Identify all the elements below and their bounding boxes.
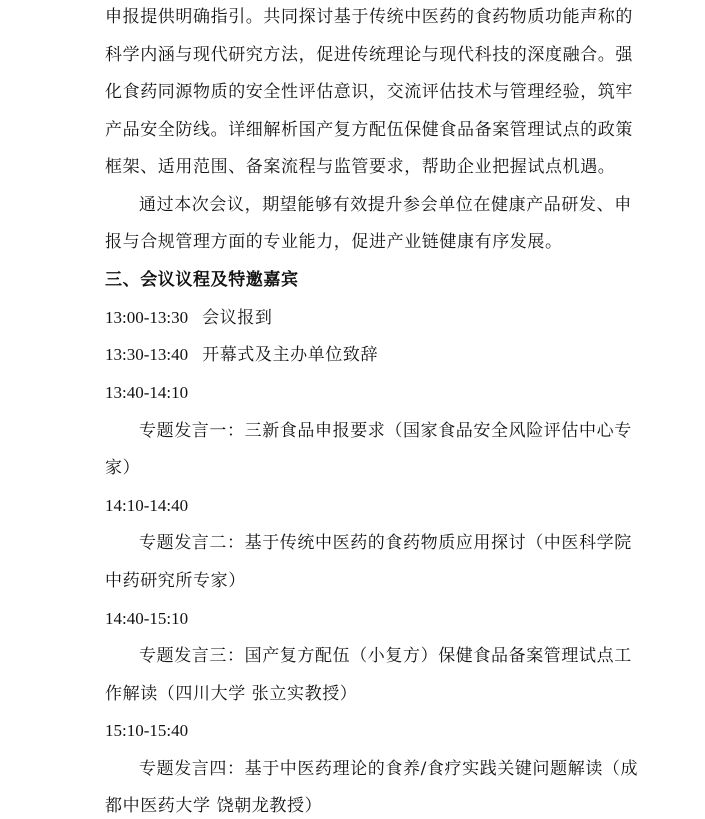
agenda-item-5-time xyxy=(105,606,705,632)
intro-line-2: 科学内涵与现代研究方法，促进传统理论与现代科技的深度融合。强 xyxy=(105,45,633,65)
agenda-time: 14:10-14:40 xyxy=(105,496,189,515)
conclusion-line-2: 报与合规管理方面的专业能力，促进产业链健康有序发展。 xyxy=(105,232,563,252)
agenda-item-2 xyxy=(105,342,705,368)
agenda-time: 14:40-15:10 xyxy=(105,609,189,628)
intro-line-5: 框架、适用范围、备案流程与监管要求，帮助企业把握试点机遇。 xyxy=(105,157,616,177)
conclusion-line-1: 通过本次会议，期望能够有效提升参会单位在健康产品研发、申 xyxy=(139,195,632,215)
section-heading: 三、会议议程及特邀嘉宾 xyxy=(105,270,299,290)
agenda-item-3-time xyxy=(105,380,705,406)
agenda-time: 15:10-15:40 xyxy=(105,721,189,740)
agenda-item-text: 开幕式及主办单位致辞 xyxy=(202,345,379,365)
intro-line-1: 申报提供明确指引。共同探讨基于传统中医药的食药物质功能声称的 xyxy=(105,7,633,27)
agenda-item-4-time xyxy=(105,493,705,519)
agenda-talk-2-line-1: 专题发言二：基于传统中医药的食药物质应用探讨（中医科学院 xyxy=(139,533,632,553)
agenda-item-6-time xyxy=(105,718,705,744)
agenda-item-1 xyxy=(105,305,705,331)
agenda-talk-1-line-2: 家） xyxy=(105,458,141,478)
agenda-talk-4-line-1: 专题发言四：基于中医药理论的食养/食疗实践关键问题解读（成 xyxy=(139,759,639,779)
agenda-time: 13:40-14:10 xyxy=(105,383,189,402)
agenda-time: 13:30-13:40 xyxy=(105,345,189,364)
agenda-talk-4-line-2: 都中医药大学 饶朝龙教授） xyxy=(105,796,323,816)
agenda-talk-3-line-2: 作解读（四川大学 张立实教授） xyxy=(105,684,358,704)
intro-line-4: 产品安全防线。详细解析国产复方配伍保健食品备案管理试点的政策 xyxy=(105,120,633,140)
agenda-talk-3-line-1: 专题发言三：国产复方配伍（小复方）保健食品备案管理试点工 xyxy=(139,646,632,666)
agenda-talk-2-line-2: 中药研究所专家） xyxy=(105,571,246,591)
agenda-item-text: 会议报到 xyxy=(202,308,273,328)
agenda-talk-1-line-1: 专题发言一：三新食品申报要求（国家食品安全风险评估中心专 xyxy=(139,421,632,441)
agenda-time: 13:00-13:30 xyxy=(105,308,189,327)
intro-line-3: 化食药同源物质的安全性评估意识，交流评估技术与管理经验，筑牢 xyxy=(105,82,633,102)
